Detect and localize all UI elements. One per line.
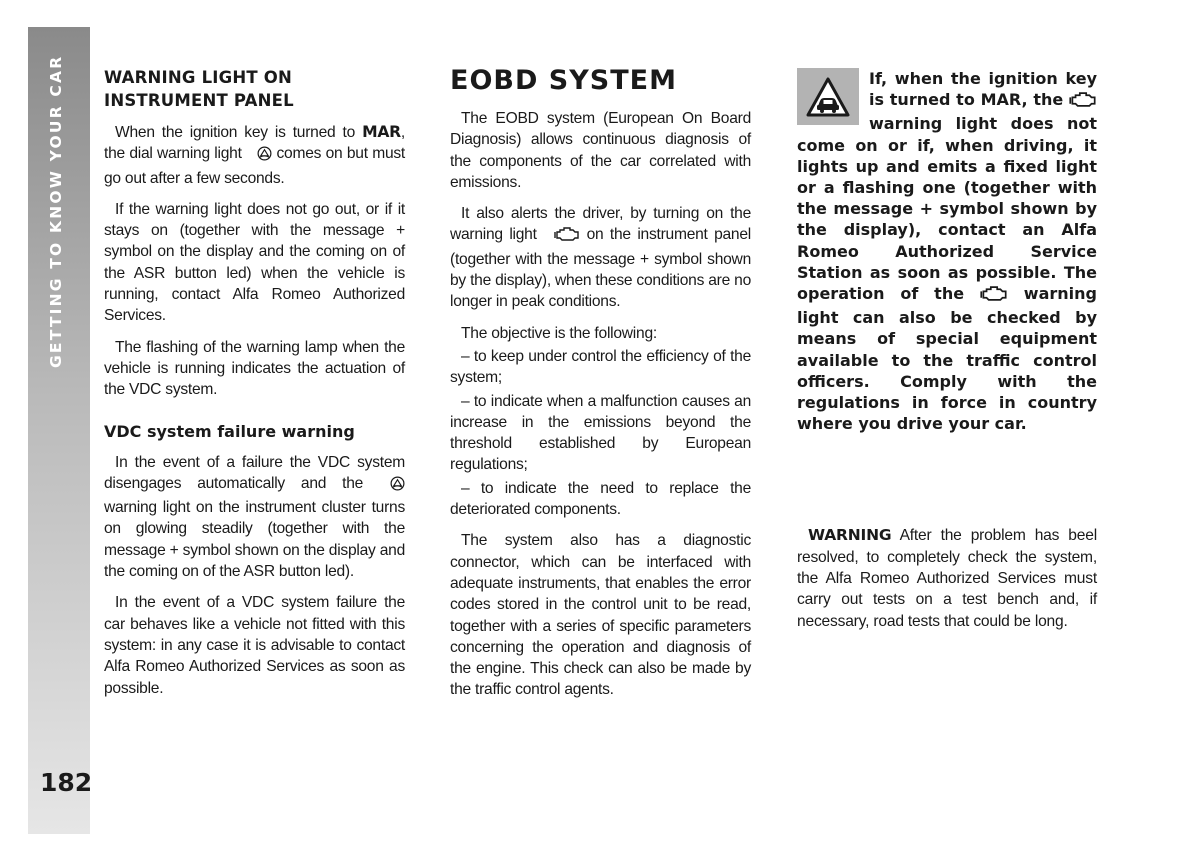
paragraph: The flashing of the warning lamp when the vehicle is running indicates the actuation of the VDC system. bbox=[104, 338, 405, 399]
vdc-warning-icon bbox=[246, 146, 272, 167]
paragraph: When the ignition key is turned to MAR, the dial warning light comes on but must go out after a few seconds. bbox=[104, 123, 406, 187]
warning-note bbox=[797, 525, 1097, 631]
vdc-warning-icon bbox=[379, 476, 405, 497]
hazard-triangle-car-icon bbox=[797, 68, 859, 125]
column-left bbox=[104, 66, 405, 709]
paragraph: The system also has a diagnostic connector, which can be interfaced with adequate instruments, that enables the error codes stored in the control unit to be read, together with a series of specific parameters concerning the operation and diagnosis of the engine. This check can also be made by the traffic control agents. bbox=[450, 532, 751, 699]
page-title: EOBD SYSTEM bbox=[450, 65, 677, 96]
paragraph: If the warning light does not go out, or if it stays on (together with the message + symbol on the display and the coming on of the ASR button led) when the vehicle is running, contact Alfa Romeo Authorized Services. bbox=[104, 200, 405, 325]
warning-note-text: After the problem has beel resolved, to completely check the system, the Alfa Romeo Authorized Services must carry out tests on a test bench and, if necessary, road tests that could be long. bbox=[797, 527, 1097, 630]
engine-check-icon bbox=[1069, 91, 1097, 113]
paragraph: It also alerts the driver, by turning on the warning light on the instrument panel (together with the message + symbol shown by the display), when these conditions are no longer in peak conditions. bbox=[450, 205, 751, 311]
column-middle bbox=[450, 66, 751, 711]
warning-note-label: WARNING bbox=[808, 526, 892, 545]
paragraph: The objective is the following: bbox=[461, 324, 657, 342]
column-right bbox=[797, 68, 1097, 632]
list-item: – to indicate the need to replace the deteriorated components. bbox=[450, 479, 751, 519]
list-item: – to keep under control the efficiency of the system; bbox=[450, 347, 751, 387]
list-item: – to indicate when a malfunction causes an increase in the emissions beyond the threshold established by European regulations; bbox=[450, 392, 751, 474]
engine-check-icon bbox=[543, 226, 580, 248]
paragraph: In the event of a VDC system failure the car behaves like a vehicle not fitted with this system: in any case it is advisable to contact Alfa Romeo Authorized Services as soon as possible. bbox=[104, 594, 405, 697]
warning-block: If, when the ignition key is turned to MAR, the warning light does not come on or if, when driving, it lights up and emits a fixed light or a flashing one (together with the message + symbol shown by the display), contact an Alfa Romeo Authorized Service Station as soon as possible. The operation of the warning light can also be checked by means of special equipment available to the traffic control officers. Comply with the regulations in force in country where you drive your car. bbox=[797, 69, 1097, 434]
page-number: 182 bbox=[40, 768, 93, 797]
section-heading: WARNING LIGHT ON INSTRUMENT PANEL bbox=[104, 68, 294, 110]
subheading: VDC system failure warning bbox=[104, 421, 355, 441]
engine-check-icon bbox=[980, 285, 1008, 307]
section-label: GETTING TO KNOW YOUR CAR bbox=[47, 54, 65, 368]
paragraph: The EOBD system (European On Board Diagnosis) allows continuous diagnosis of the components of the car correlated with emissions. bbox=[450, 110, 751, 191]
paragraph: In the event of a failure the VDC system disengages automatically and the warning light on the instrument cluster turns on glowing steadily (together with the message + symbol shown on the display and the coming on of the ASR button led). bbox=[104, 453, 405, 581]
